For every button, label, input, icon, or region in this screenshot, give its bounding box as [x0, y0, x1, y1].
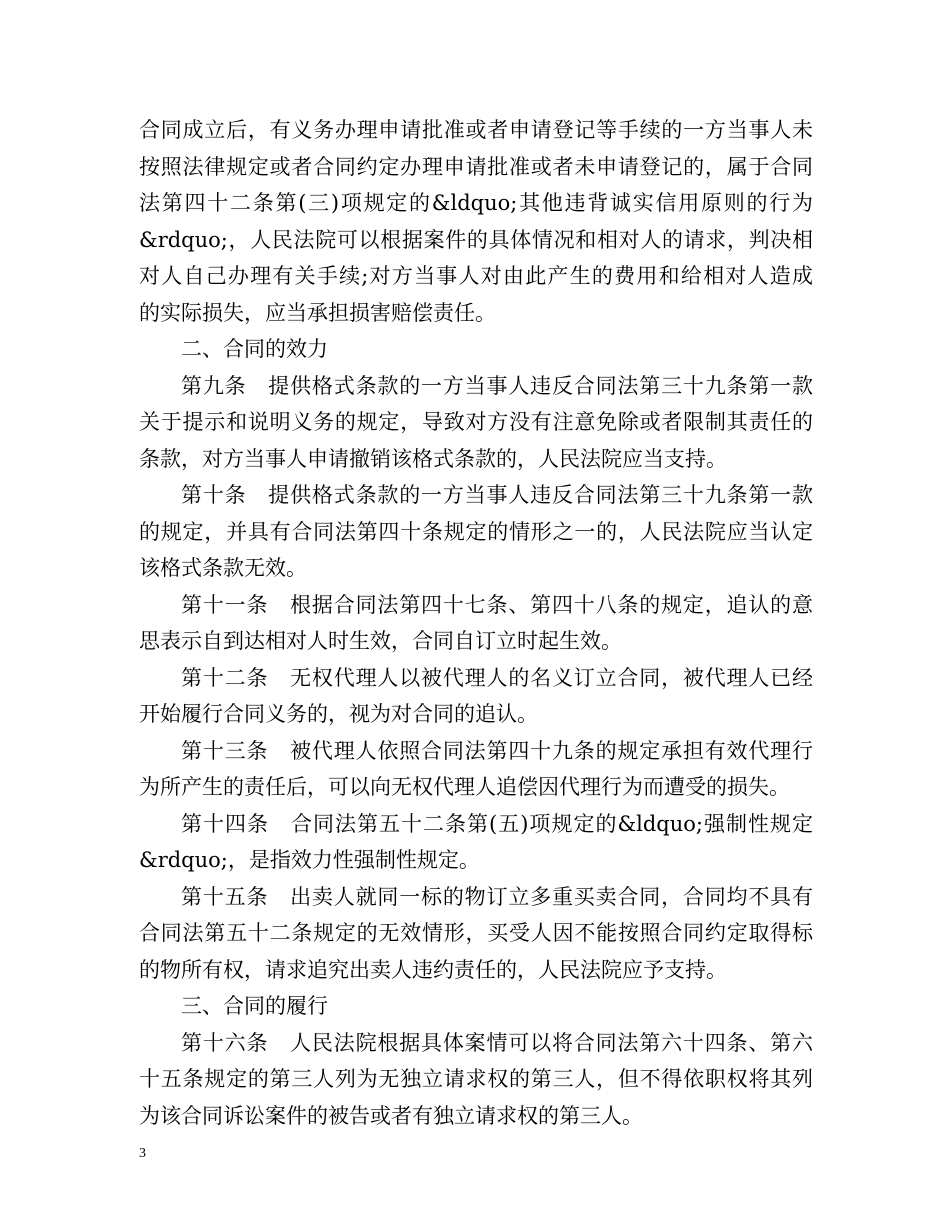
body-line: 的规定，并具有合同法第四十条规定的情形之一的，人民法院应当认定 [139, 519, 813, 544]
article-line: 第十六条 人民法院根据具体案情可以将合同法第六十四条、第六 [181, 1030, 813, 1055]
body-line: 合同成立后，有义务办理申请批准或者申请登记等手续的一方当事人未 [139, 118, 813, 142]
body-line: 思表示自到达相对人时生效，合同自订立时起生效。 [139, 629, 622, 653]
article-line: 第十三条 被代理人依照合同法第四十九条的规定承担有效代理行 [181, 738, 813, 763]
body-line: 为该合同诉讼案件的被告或者有独立请求权的第三人。 [139, 1103, 643, 1128]
body-line: 条款，对方当事人申请撤销该格式条款的，人民法院应当支持。 [139, 446, 727, 471]
body-line: &rdquo;，人民法院可以根据案件的具体情况和相对人的请求，判决相 [139, 227, 813, 252]
body-line: 的实际损失，应当承担损害赔偿责任。 [139, 300, 496, 325]
article-line: 第十二条 无权代理人以被代理人的名义订立合同，被代理人已经 [181, 665, 813, 690]
article-line: 第十一条 根据合同法第四十七条、第四十八条的规定，追认的意 [181, 592, 813, 617]
article-line: 第十条 提供格式条款的一方当事人违反合同法第三十九条第一款 [181, 483, 813, 507]
body-line: 十五条规定的第三人列为无独立请求权的第三人，但不得依职权将其列 [139, 1067, 813, 1091]
body-line: 合同法第五十二条规定的无效情形，买受人因不能按照合同约定取得标 [139, 921, 813, 945]
body-line: 该格式条款无效。 [139, 556, 307, 580]
article-line: 第十五条 出卖人就同一标的物订立多重买卖合同，合同均不具有 [181, 884, 813, 909]
body-line: 开始履行合同义务的，视为对合同的追认。 [139, 702, 538, 726]
section-heading: 二、合同的效力 [181, 337, 328, 361]
body-line: &rdquo;，是指效力性强制性规定。 [139, 848, 480, 872]
body-line: 关于提示和说明义务的规定，导致对方没有注意免除或者限制其责任的 [139, 410, 813, 434]
body-line: 法第四十二条第(三)项规定的&ldquo;其他违背诚实信用原则的行为 [139, 191, 813, 215]
page-number: 3 [139, 1146, 146, 1161]
document-body [139, 112, 813, 1134]
body-line: 对人自己办理有关手续;对方当事人对由此产生的费用和给相对人造成 [139, 264, 813, 288]
article-line: 第九条 提供格式条款的一方当事人违反合同法第三十九条第一款 [181, 373, 813, 398]
body-line: 按照法律规定或者合同约定办理申请批准或者未申请登记的，属于合同 [139, 154, 813, 179]
body-line: 为所产生的责任后，可以向无权代理人追偿因代理行为而遭受的损失。 [139, 775, 790, 799]
article-line: 第十四条 合同法第五十二条第(五)项规定的&ldquo;强制性规定 [181, 811, 813, 836]
section-heading: 三、合同的履行 [181, 994, 328, 1018]
body-line: 的物所有权，请求追究出卖人违约责任的，人民法院应予支持。 [139, 957, 727, 982]
